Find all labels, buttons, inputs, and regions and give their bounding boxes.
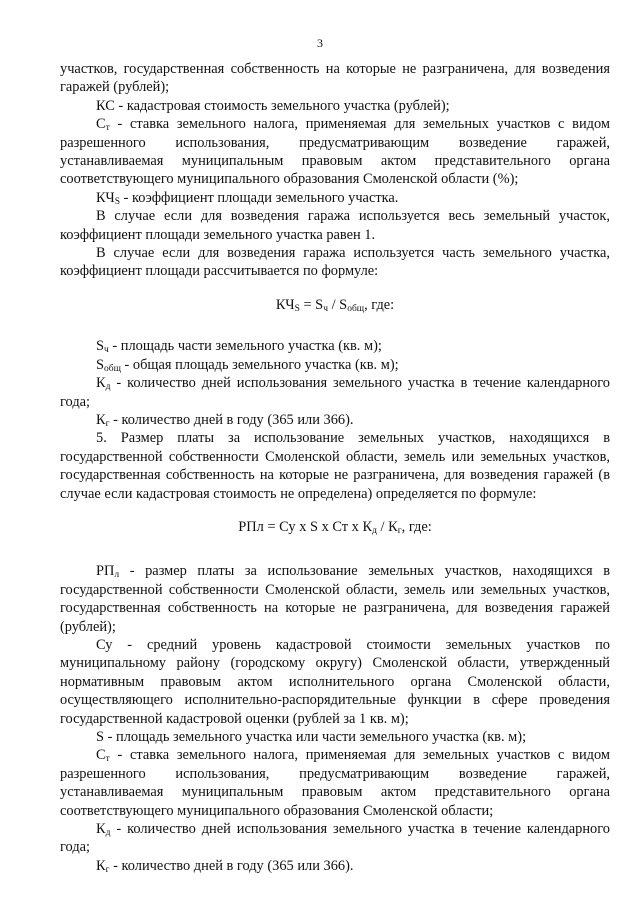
formula2-slash: / К — [376, 518, 398, 535]
su-definition: Су - средний уровень кадастровой стоимости земельных участков по муниципальному району (городскому округу) Смоленской области, утвержденный нормативным правовым актом исполнительного органа Смоленской области, осуществляющего исполнительно-распорядительные функции в сфере проведения государственной кадастровой оценки (рублей за 1 кв. м); — [60, 636, 610, 727]
ct-text: - ставка земельного налога, применяемая для земельных участков с видом разрешенного использования, предусматривающим возведение гаражей, устанавливаемая муниципальным правовым актом представительного органа соответствующего муниципального образования Смоленской области (%); — [60, 116, 610, 188]
kch-definition — [60, 189, 610, 207]
ct2-subscript: т — [105, 754, 110, 765]
ct2-text: - ставка земельного налога, применяемая для земельных участков с видом разрешенного использования, предусматривающим возведение гаражей, устанавливаемая муниципальным правовым актом представительного органа соответствующего муниципального образования Смоленской области; — [60, 747, 610, 819]
ct-subscript: т — [105, 123, 110, 134]
formula1-lhs: КЧ — [275, 296, 295, 313]
formula2-main: РПл = Су х S х Ст х К — [238, 518, 373, 535]
document-body — [60, 60, 610, 875]
kg-subscript: г — [105, 418, 110, 429]
kc-definition: КС - кадастровая стоимость земельного участка (рублей); — [96, 97, 450, 114]
kg2-symbol: К — [96, 857, 106, 874]
sobsh-subscript: общ — [104, 363, 121, 374]
formula-area-coefficient — [60, 296, 610, 314]
sch-symbol: S — [96, 338, 105, 355]
ct-symbol: С — [96, 116, 106, 133]
formula2-kg-sub: г — [397, 525, 402, 536]
ct2-symbol: С — [96, 747, 106, 764]
sch-subscript: ч — [104, 345, 109, 356]
kd-definition — [60, 374, 610, 411]
whole-plot-paragraph: В случае если для возведения гаража используется весь земельный участок, коэффициент площади земельного участка равен 1. — [60, 208, 610, 243]
sobsh-text: - общая площадь земельного участка (кв. м); — [120, 356, 399, 373]
rpl-definition — [60, 562, 610, 636]
formula1-slash: / S — [327, 296, 348, 313]
kg2-text: - количество дней в году (365 или 366). — [109, 857, 354, 874]
kd2-definition — [60, 820, 610, 857]
kch-text: - коэффициент площади земельного участка. — [120, 189, 399, 206]
kd-subscript: д — [105, 382, 111, 393]
formula1-lhs-sub: S — [294, 303, 300, 314]
s-definition: S - площадь земельного участка или части земельного участка (кв. м); — [96, 729, 527, 745]
rpl-symbol: РП — [96, 563, 115, 580]
formula-payment — [60, 518, 610, 536]
page-number: 3 — [317, 36, 323, 50]
kg2-definition — [60, 857, 610, 875]
kch-symbol: КЧ — [96, 189, 115, 206]
formula1-s2-sub: общ — [347, 303, 365, 314]
kg-text: - количество дней в году (365 или 366). — [109, 411, 354, 428]
part-plot-paragraph: В случае если для возведения гаража используется часть земельного участка, коэффициент площади рассчитывается по формуле: — [60, 245, 610, 280]
sch-text: - площадь части земельного участка (кв. м); — [108, 338, 382, 355]
formula1-s1-sub: ч — [323, 303, 328, 314]
kd-symbol: К — [96, 375, 106, 392]
formula1-eq: = S — [299, 296, 324, 313]
sch-definition — [60, 337, 610, 355]
kch-subscript: S — [114, 196, 121, 207]
kd2-subscript: д — [105, 828, 111, 839]
sobsh-symbol: S — [96, 356, 105, 373]
formula1-tail: , где: — [364, 296, 395, 313]
sobsh-definition — [60, 356, 610, 374]
formula2-tail: , где: — [401, 518, 432, 535]
kg2-subscript: г — [105, 864, 110, 875]
kd-text: - количество дней использования земельного участка в течение календарного года; — [60, 375, 610, 410]
kd2-text: - количество дней использования земельного участка в течение календарного года; — [60, 821, 610, 856]
rpl-text: - размер платы за использование земельных участков, находящихся в государственной собственности Смоленской области, земель или земельных участков, государственная собственность на которые не разграничена, для возведения гаражей (рублей); — [60, 563, 610, 635]
formula2-kd-sub: д — [372, 525, 377, 536]
rpl-subscript: л — [114, 570, 120, 581]
kg-definition — [60, 411, 610, 429]
item-5-paragraph: 5. Размер платы за использование земельных участков, находящихся в государственной собственности Смоленской области, земель или земельных участков, государственная собственность на которые не разграничена, для возведения гаражей (в случае если кадастровая стоимость не определена) определяется по формуле: — [60, 430, 610, 502]
paragraph-continuation: участков, государственная собственность на которые не разграничена, для возведения гаражей (рублей); — [60, 61, 610, 96]
ct-definition — [60, 115, 610, 189]
kd2-symbol: К — [96, 821, 106, 838]
kg-symbol: К — [96, 411, 106, 428]
ct2-definition — [60, 746, 610, 820]
